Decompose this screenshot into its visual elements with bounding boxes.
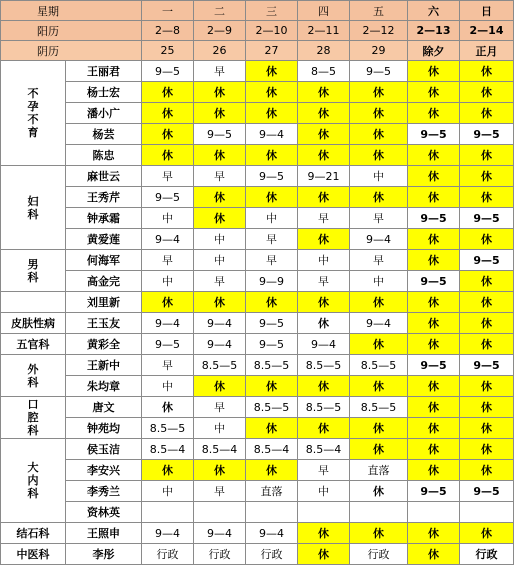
- staff-name: 麻世云: [66, 166, 142, 187]
- schedule-cell: 早: [194, 397, 246, 418]
- schedule-cell: 休: [460, 460, 514, 481]
- schedule-cell: [194, 502, 246, 523]
- schedule-cell: 9—4: [194, 334, 246, 355]
- staff-row: [1, 313, 514, 334]
- schedule-cell: [350, 502, 408, 523]
- schedule-cell: 休: [298, 103, 350, 124]
- schedule-cell: 9—5: [350, 61, 408, 82]
- staff-row: [1, 250, 514, 271]
- staff-name: 资林英: [66, 502, 142, 523]
- department-label: 妇 科: [27, 194, 39, 221]
- staff-row: [1, 229, 514, 250]
- schedule-cell: [298, 502, 350, 523]
- staff-row: [1, 376, 514, 397]
- schedule-cell: 休: [460, 523, 514, 544]
- weekday-sun: 日: [460, 1, 514, 21]
- schedule-cell: 8.5—5: [246, 397, 298, 418]
- schedule-cell: 中: [194, 229, 246, 250]
- schedule-cell: 休: [350, 334, 408, 355]
- schedule-cell: 9—5: [142, 61, 194, 82]
- staff-name: 陈忠: [66, 145, 142, 166]
- staff-row: [1, 439, 514, 460]
- weekday-thu: 四: [298, 1, 350, 21]
- schedule-cell: 休: [298, 418, 350, 439]
- staff-row: [1, 292, 514, 313]
- schedule-cell: 休: [408, 376, 460, 397]
- schedule-cell: 休: [350, 103, 408, 124]
- schedule-cell: 早: [298, 271, 350, 292]
- lunar-date: 27: [246, 41, 298, 61]
- schedule-cell: 9—5: [460, 250, 514, 271]
- schedule-cell: 9—5: [246, 166, 298, 187]
- schedule-cell: 中: [142, 271, 194, 292]
- department-label: 不 孕 不 育: [27, 87, 39, 139]
- schedule-cell: 休: [350, 82, 408, 103]
- schedule-cell: 早: [350, 208, 408, 229]
- schedule-cell: 休: [408, 523, 460, 544]
- schedule-cell: 行政: [194, 544, 246, 565]
- schedule-cell: 8—5: [298, 61, 350, 82]
- department-cell: [1, 250, 66, 292]
- staff-name: 潘小广: [66, 103, 142, 124]
- schedule-cell: 休: [350, 292, 408, 313]
- staff-name: 黄彩全: [66, 334, 142, 355]
- schedule-cell: 休: [298, 313, 350, 334]
- schedule-cell: 9—4: [246, 523, 298, 544]
- staff-name: 高金完: [66, 271, 142, 292]
- schedule-cell: 休: [408, 103, 460, 124]
- schedule-cell: 休: [408, 397, 460, 418]
- schedule-cell: 休: [460, 439, 514, 460]
- staff-row: [1, 61, 514, 82]
- staff-name: 杨士宏: [66, 82, 142, 103]
- schedule-cell: 休: [194, 187, 246, 208]
- schedule-cell: 8.5—5: [194, 355, 246, 376]
- schedule-cell: 早: [350, 250, 408, 271]
- schedule-cell: 休: [408, 145, 460, 166]
- schedule-cell: 休: [350, 124, 408, 145]
- schedule-cell: 休: [298, 229, 350, 250]
- schedule-cell: 休: [194, 82, 246, 103]
- schedule-cell: 8.5—5: [298, 355, 350, 376]
- schedule-cell: 休: [142, 397, 194, 418]
- department-cell: 五官科: [1, 334, 66, 355]
- schedule-cell: 休: [142, 124, 194, 145]
- weekday-tue: 二: [194, 1, 246, 21]
- schedule-cell: 9—4: [142, 523, 194, 544]
- schedule-cell: 休: [298, 376, 350, 397]
- department-cell: [1, 355, 66, 397]
- schedule-cell: 中: [142, 208, 194, 229]
- department-cell: [1, 166, 66, 250]
- schedule-cell: 9—4: [142, 313, 194, 334]
- schedule-cell: 8.5—5: [350, 355, 408, 376]
- weekday-sat: 六: [408, 1, 460, 21]
- staff-row: [1, 145, 514, 166]
- staff-row: [1, 187, 514, 208]
- weekday-fri: 五: [350, 1, 408, 21]
- schedule-cell: [460, 502, 514, 523]
- schedule-cell: 休: [408, 460, 460, 481]
- schedule-cell: 休: [460, 397, 514, 418]
- schedule-cell: 休: [194, 460, 246, 481]
- schedule-cell: 中: [194, 418, 246, 439]
- schedule-cell: 休: [460, 313, 514, 334]
- staff-row: [1, 460, 514, 481]
- staff-name: 杨芸: [66, 124, 142, 145]
- schedule-cell: [142, 502, 194, 523]
- schedule-cell: 休: [460, 229, 514, 250]
- schedule-cell: 休: [142, 292, 194, 313]
- staff-name: 何海军: [66, 250, 142, 271]
- schedule-cell: 休: [460, 187, 514, 208]
- schedule-cell: 休: [408, 250, 460, 271]
- schedule-cell: 休: [408, 82, 460, 103]
- schedule-cell: 中: [298, 250, 350, 271]
- staff-name: 王新中: [66, 355, 142, 376]
- schedule-cell: 8.5—5: [142, 418, 194, 439]
- staff-name: 李安兴: [66, 460, 142, 481]
- schedule-cell: 休: [350, 418, 408, 439]
- schedule-cell: 休: [298, 544, 350, 565]
- staff-row: [1, 166, 514, 187]
- schedule-cell: 直落: [246, 481, 298, 502]
- department-cell: [1, 292, 66, 313]
- staff-name: 唐文: [66, 397, 142, 418]
- staff-row: [1, 355, 514, 376]
- schedule-cell: 休: [298, 124, 350, 145]
- schedule-cell: 休: [194, 208, 246, 229]
- schedule-cell: 9—4: [350, 229, 408, 250]
- schedule-cell: 休: [460, 292, 514, 313]
- schedule-cell: 8.5—5: [350, 397, 408, 418]
- schedule-cell: 9—4: [246, 124, 298, 145]
- schedule-cell: 休: [246, 460, 298, 481]
- staff-name: 刘里新: [66, 292, 142, 313]
- schedule-cell: 9—21: [298, 166, 350, 187]
- schedule-cell: 休: [408, 229, 460, 250]
- schedule-cell: 中: [142, 376, 194, 397]
- schedule-cell: 9—5: [460, 124, 514, 145]
- schedule-cell: 9—5: [142, 187, 194, 208]
- schedule-cell: 休: [408, 418, 460, 439]
- lunar-date-row: [1, 41, 514, 61]
- weekday-mon: 一: [142, 1, 194, 21]
- department-label: 外 科: [27, 362, 39, 389]
- staff-name: 侯玉洁: [66, 439, 142, 460]
- schedule-cell: 休: [298, 145, 350, 166]
- department-label: 口 腔 科: [27, 398, 39, 437]
- schedule-cell: 休: [460, 61, 514, 82]
- schedule-cell: 休: [460, 82, 514, 103]
- schedule-cell: 早: [142, 166, 194, 187]
- schedule-cell: 9—5: [194, 124, 246, 145]
- schedule-cell: 休: [408, 334, 460, 355]
- staff-name: 李秀兰: [66, 481, 142, 502]
- schedule-cell: 中: [350, 166, 408, 187]
- solar-date: 2—8: [142, 21, 194, 41]
- schedule-cell: 早: [246, 250, 298, 271]
- weekday-label: 星期: [1, 1, 142, 21]
- weekday-row: [1, 1, 514, 21]
- schedule-cell: 休: [194, 145, 246, 166]
- solar-date: 2—9: [194, 21, 246, 41]
- schedule-cell: 8.5—4: [142, 439, 194, 460]
- lunar-date: 除夕: [408, 41, 460, 61]
- schedule-cell: 9—4: [194, 313, 246, 334]
- schedule-cell: 休: [460, 376, 514, 397]
- staff-name: 钟承霜: [66, 208, 142, 229]
- staff-row: [1, 103, 514, 124]
- schedule-cell: 休: [350, 145, 408, 166]
- schedule-cell: 中: [142, 481, 194, 502]
- schedule-cell: 行政: [460, 544, 514, 565]
- department-label: 男 科: [27, 257, 39, 284]
- lunar-date: 25: [142, 41, 194, 61]
- weekday-wed: 三: [246, 1, 298, 21]
- schedule-cell: 8.5—4: [246, 439, 298, 460]
- schedule-cell: 休: [298, 292, 350, 313]
- schedule-cell: 休: [408, 439, 460, 460]
- schedule-cell: 休: [460, 166, 514, 187]
- schedule-cell: 休: [350, 523, 408, 544]
- schedule-cell: 9—5: [408, 271, 460, 292]
- schedule-cell: 休: [246, 145, 298, 166]
- schedule-cell: 9—5: [408, 208, 460, 229]
- staff-row: [1, 124, 514, 145]
- schedule-cell: 休: [350, 376, 408, 397]
- schedule-cell: 休: [460, 418, 514, 439]
- staff-row: [1, 82, 514, 103]
- staff-row: [1, 271, 514, 292]
- schedule-cell: 9—5: [460, 355, 514, 376]
- schedule-cell: 休: [194, 292, 246, 313]
- schedule-cell: 行政: [246, 544, 298, 565]
- schedule-cell: 8.5—5: [246, 355, 298, 376]
- schedule-cell: 早: [298, 460, 350, 481]
- schedule-cell: 休: [298, 187, 350, 208]
- schedule-cell: 行政: [350, 544, 408, 565]
- solar-date: 2—11: [298, 21, 350, 41]
- department-cell: [1, 439, 66, 523]
- schedule-cell: 休: [142, 82, 194, 103]
- department-label: 大 内 科: [27, 461, 39, 500]
- schedule-cell: 9—5: [408, 124, 460, 145]
- schedule-cell: 休: [246, 418, 298, 439]
- staff-row: [1, 397, 514, 418]
- schedule-cell: 休: [298, 523, 350, 544]
- staff-row: [1, 418, 514, 439]
- staff-row: [1, 481, 514, 502]
- staff-name: 李彤: [66, 544, 142, 565]
- schedule-cell: 休: [460, 103, 514, 124]
- schedule-cell: 9—5: [460, 481, 514, 502]
- schedule-cell: 休: [142, 460, 194, 481]
- schedule-cell: 9—5: [408, 355, 460, 376]
- schedule-cell: 中: [194, 250, 246, 271]
- staff-name: 钟苑均: [66, 418, 142, 439]
- lunar-date: 正月: [460, 41, 514, 61]
- staff-name: 朱均章: [66, 376, 142, 397]
- staff-name: 王丽君: [66, 61, 142, 82]
- schedule-cell: 9—9: [246, 271, 298, 292]
- schedule-cell: 早: [298, 208, 350, 229]
- schedule-cell: 休: [246, 376, 298, 397]
- solar-date: 2—13: [408, 21, 460, 41]
- staff-row: [1, 208, 514, 229]
- schedule-cell: 9—4: [142, 229, 194, 250]
- schedule-cell: 早: [142, 355, 194, 376]
- department-cell: [1, 397, 66, 439]
- schedule-cell: 中: [246, 208, 298, 229]
- schedule-cell: [408, 502, 460, 523]
- solar-date: 2—14: [460, 21, 514, 41]
- schedule-cell: 8.5—5: [298, 397, 350, 418]
- department-cell: 结石科: [1, 523, 66, 544]
- schedule-cell: 休: [408, 187, 460, 208]
- schedule-cell: 休: [246, 292, 298, 313]
- schedule-cell: 休: [298, 82, 350, 103]
- schedule-cell: 9—5: [246, 313, 298, 334]
- schedule-cell: 休: [246, 103, 298, 124]
- schedule-cell: 早: [194, 166, 246, 187]
- schedule-cell: 休: [194, 103, 246, 124]
- schedule-cell: 9—5: [246, 334, 298, 355]
- schedule-cell: 休: [350, 481, 408, 502]
- schedule-cell: 休: [408, 544, 460, 565]
- schedule-cell: 休: [408, 166, 460, 187]
- staff-name: 黄爱莲: [66, 229, 142, 250]
- schedule-cell: 9—4: [194, 523, 246, 544]
- staff-name: 王秀芹: [66, 187, 142, 208]
- solar-date: 2—12: [350, 21, 408, 41]
- schedule-cell: 休: [408, 313, 460, 334]
- schedule-cell: 8.5—4: [194, 439, 246, 460]
- schedule-cell: 早: [142, 250, 194, 271]
- department-cell: 皮肤性病: [1, 313, 66, 334]
- staff-row: [1, 334, 514, 355]
- schedule-cell: 休: [246, 187, 298, 208]
- schedule-cell: 休: [350, 187, 408, 208]
- schedule-cell: 休: [194, 376, 246, 397]
- schedule-cell: 早: [194, 61, 246, 82]
- department-cell: [1, 61, 66, 166]
- department-cell: 中医科: [1, 544, 66, 565]
- schedule-cell: 休: [460, 271, 514, 292]
- schedule-cell: 9—4: [350, 313, 408, 334]
- schedule-cell: 休: [460, 145, 514, 166]
- schedule-cell: [246, 502, 298, 523]
- staff-name: 王照申: [66, 523, 142, 544]
- schedule-cell: 9—5: [460, 208, 514, 229]
- schedule-cell: 休: [408, 61, 460, 82]
- lunar-label: 阴历: [1, 41, 142, 61]
- staff-row: [1, 544, 514, 565]
- schedule-cell: 中: [298, 481, 350, 502]
- schedule-cell: 早: [194, 271, 246, 292]
- schedule-cell: 休: [350, 439, 408, 460]
- staff-row: [1, 523, 514, 544]
- schedule-cell: 早: [246, 229, 298, 250]
- schedule-cell: 休: [246, 82, 298, 103]
- schedule-cell: 早: [194, 481, 246, 502]
- lunar-date: 29: [350, 41, 408, 61]
- schedule-cell: 9—4: [298, 334, 350, 355]
- schedule-cell: 9—5: [142, 334, 194, 355]
- solar-date-row: [1, 21, 514, 41]
- staff-name: 王玉友: [66, 313, 142, 334]
- lunar-date: 26: [194, 41, 246, 61]
- schedule-cell: 休: [460, 334, 514, 355]
- schedule-cell: 9—5: [408, 481, 460, 502]
- schedule-cell: 中: [350, 271, 408, 292]
- schedule-cell: 休: [142, 103, 194, 124]
- schedule-cell: 直落: [350, 460, 408, 481]
- schedule-cell: 休: [142, 145, 194, 166]
- solar-label: 阳历: [1, 21, 142, 41]
- lunar-date: 28: [298, 41, 350, 61]
- solar-date: 2—10: [246, 21, 298, 41]
- schedule-cell: 8.5—4: [298, 439, 350, 460]
- schedule-cell: 休: [408, 292, 460, 313]
- staff-row: [1, 502, 514, 523]
- schedule-cell: 行政: [142, 544, 194, 565]
- schedule-cell: 休: [246, 61, 298, 82]
